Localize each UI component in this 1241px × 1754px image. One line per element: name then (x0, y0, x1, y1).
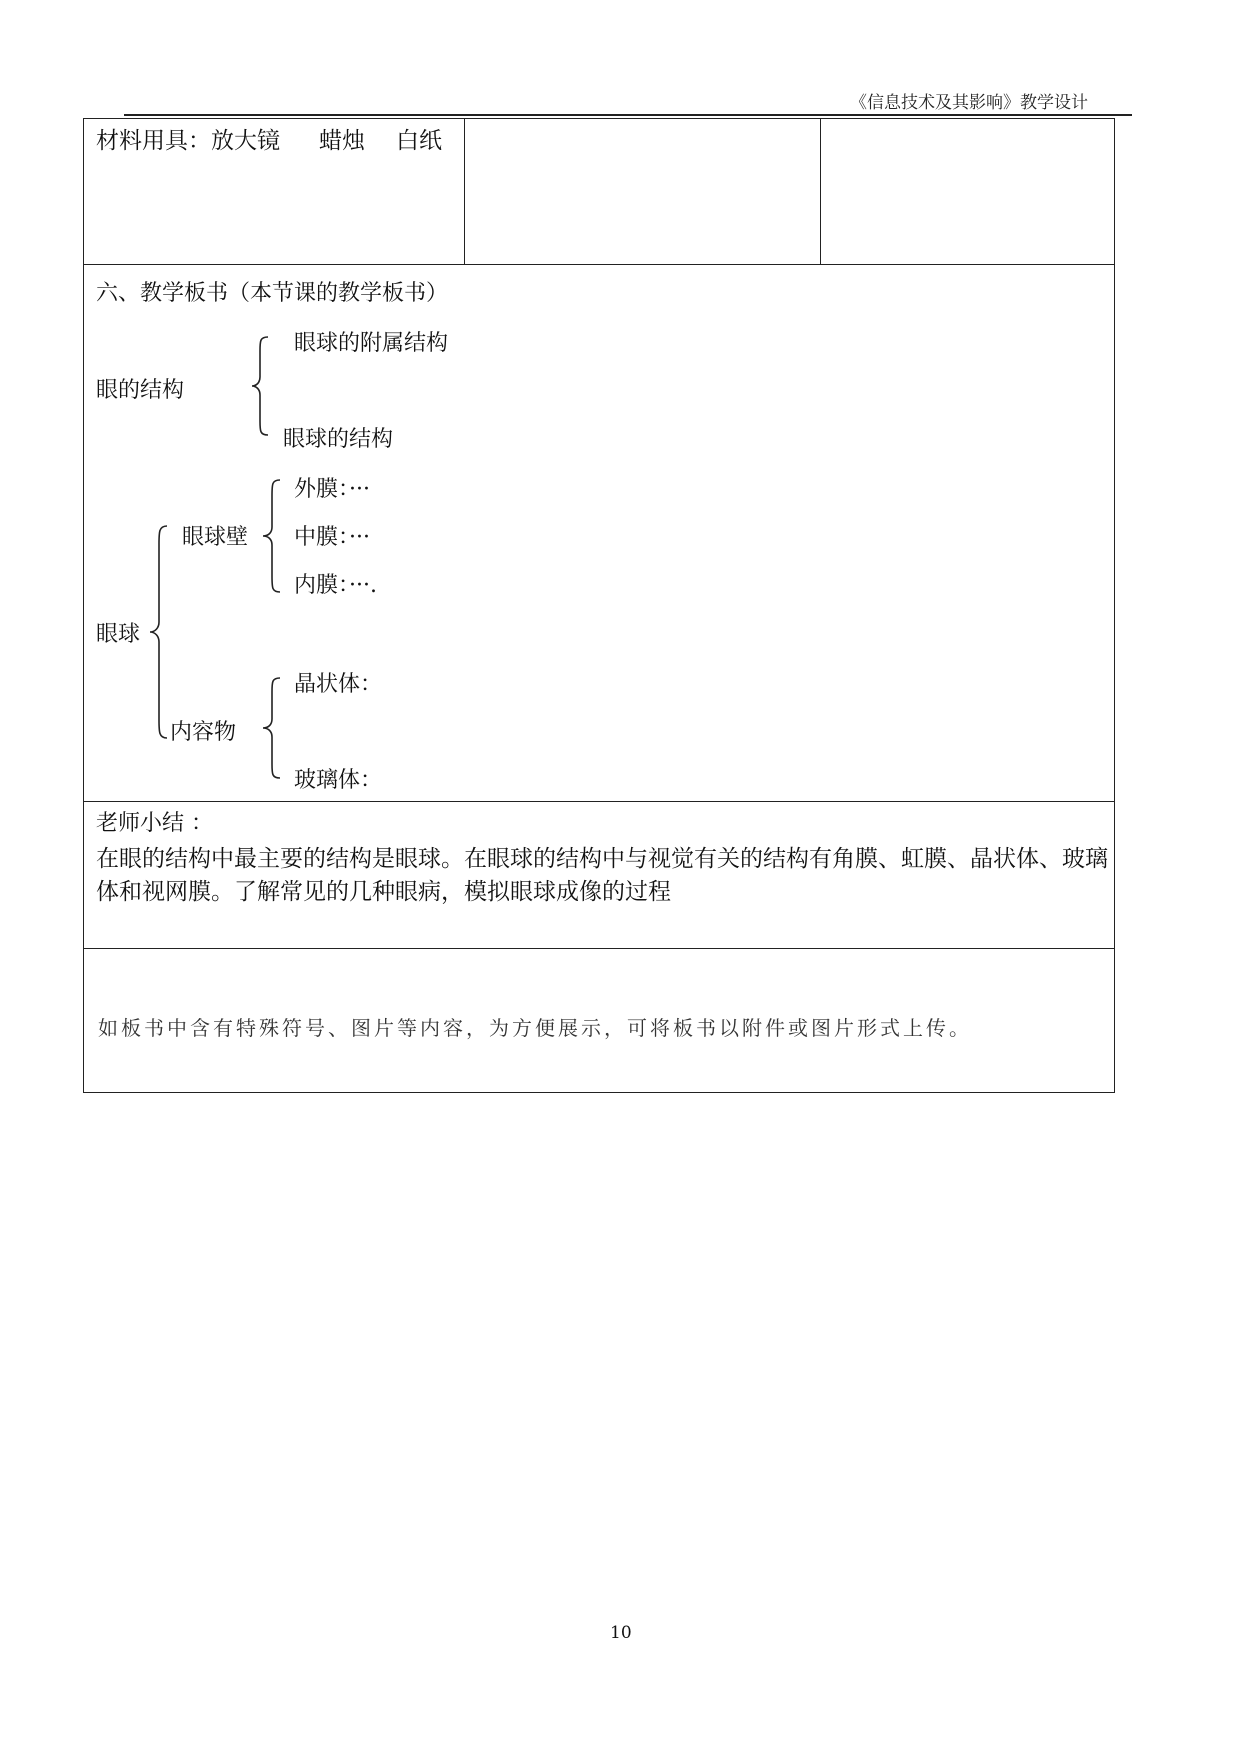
eye-structure-brace (250, 335, 272, 437)
materials-item-candle: 蜡烛 (319, 128, 365, 154)
materials-label: 材料用具：放大镜 (96, 128, 280, 154)
eye-structure-child-eyeball: 眼球的结构 (283, 427, 394, 452)
header-rule (124, 114, 1132, 116)
upload-note: 如板书中含有特殊符号、图片等内容，为方便展示，可将板书以附件或图片形式上传。 (98, 1016, 972, 1040)
eyeball-wall-outer: 外膜：··· (294, 477, 370, 502)
summary-label: 老师小结 ： (96, 811, 213, 836)
materials-item-paper: 白纸 (396, 128, 442, 154)
document-header: 《信息技术及其影响》教学设计 (850, 93, 1088, 113)
eyeball-contents-lens: 晶状体： (294, 672, 383, 697)
eye-structure-root: 眼的结构 (96, 378, 185, 403)
eyeball-contents-vitreous: 玻璃体： (294, 768, 383, 793)
column-divider-1 (464, 118, 465, 265)
eye-structure-child-accessory: 眼球的附属结构 (294, 331, 449, 356)
page-number: 10 (610, 1623, 632, 1643)
eyeball-wall-inner: 内膜：···. (294, 573, 377, 598)
eyeball-contents-brace (260, 676, 282, 780)
eyeball-brace (147, 524, 169, 740)
column-divider-2 (820, 118, 821, 265)
eyeball-wall-middle: 中膜：··· (294, 525, 370, 550)
row-divider-summary (83, 948, 1115, 949)
row-divider-materials (83, 264, 1115, 265)
eyeball-contents-label: 内容物 (170, 720, 237, 745)
eyeball-wall-label: 眼球壁 (182, 525, 249, 550)
summary-text: 在眼的结构中最主要的结构是眼球。在眼球的结构中与视觉有关的结构有角膜、虹膜、晶状体、玻璃体和视网膜。了解常见的几种眼病，模拟眼球成像的过程 (96, 846, 1108, 905)
eyeball-root: 眼球 (96, 622, 141, 647)
eyeball-wall-brace (260, 478, 282, 594)
row-divider-board (83, 801, 1115, 802)
board-section-title: 六、教学板书（本节课的教学板书） (96, 281, 449, 306)
